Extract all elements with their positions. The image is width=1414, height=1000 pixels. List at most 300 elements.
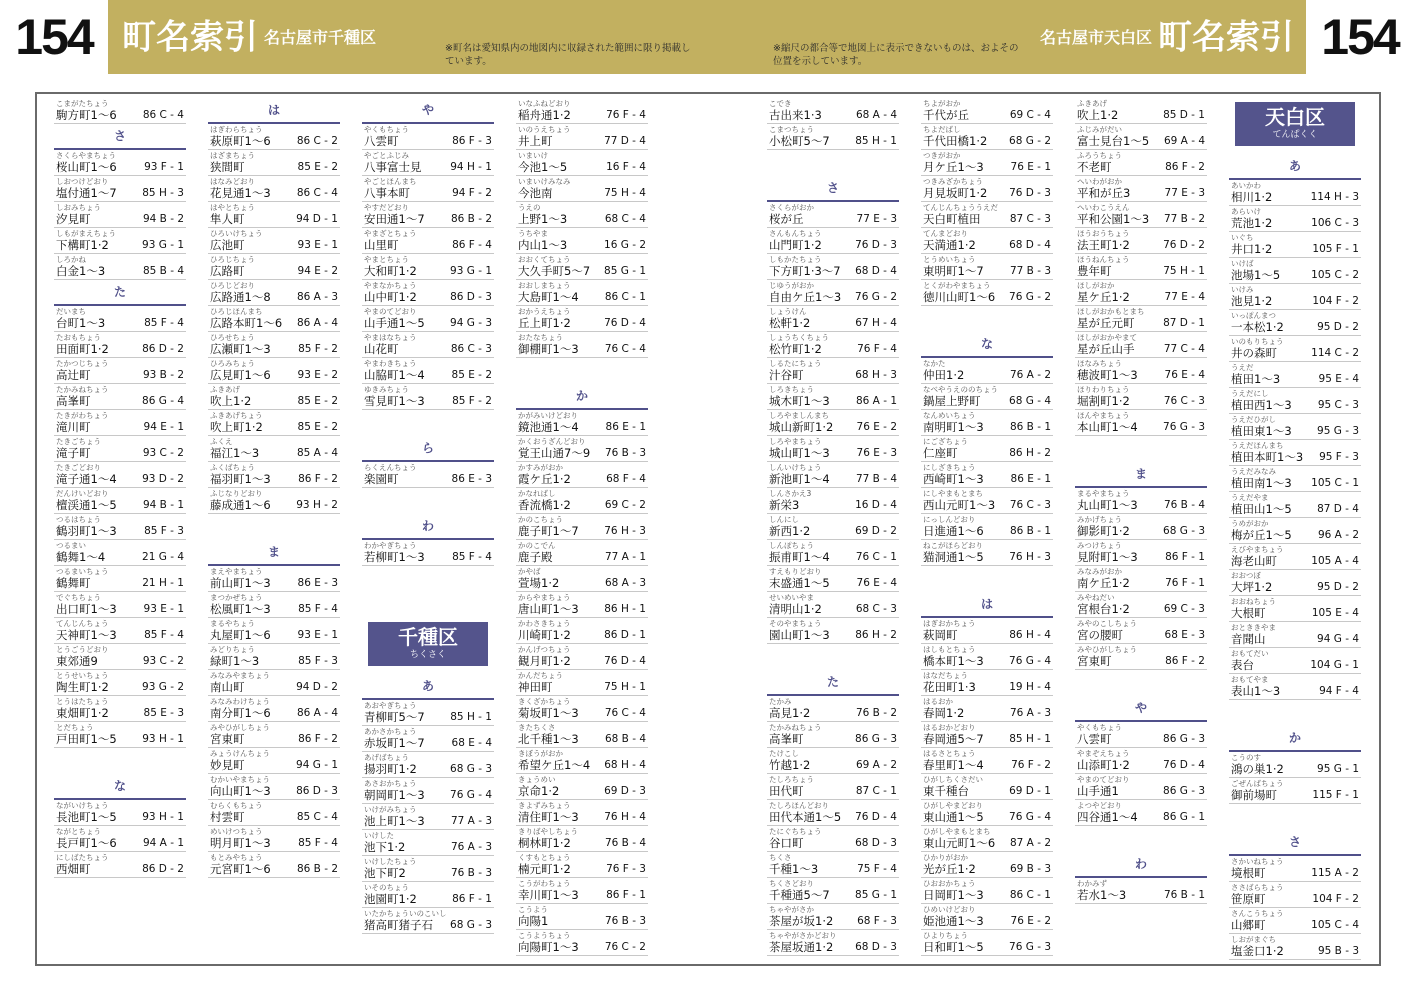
entry-name: 池下1·2: [364, 840, 406, 854]
entry-map-ref: 86 G - 3: [1163, 733, 1205, 745]
entry-map-ref: 86 B - 1: [1009, 421, 1051, 433]
entry-map-ref: 75 H - 1: [604, 681, 646, 693]
entry-reading: みかげちょう: [1077, 515, 1122, 524]
entry-reading: きよずみちょう: [518, 801, 571, 810]
index-entry: [54, 670, 186, 696]
index-entry: [1229, 596, 1361, 622]
spacer: [1075, 670, 1207, 696]
index-entry: [921, 722, 1053, 748]
entry-map-ref: 68 H - 3: [855, 369, 897, 381]
entry-reading: しもかたちょう: [769, 255, 822, 264]
entry-name: 東畑町1·2: [56, 706, 109, 720]
entry-name: 川崎町1·2: [518, 628, 571, 642]
entry-reading: いけば: [1231, 259, 1254, 268]
entry-name: 鶴舞町: [56, 576, 91, 590]
entry-map-ref: 76 E - 2: [856, 421, 897, 433]
index-entry: [1075, 774, 1207, 800]
entry-map-ref: 86 H - 1: [604, 603, 646, 615]
index-entry: [208, 410, 340, 436]
entry-map-ref: 85 F - 2: [452, 395, 492, 407]
entry-name: 本山町1〜4: [1077, 420, 1138, 434]
entry-name: 広路通1〜8: [210, 290, 271, 304]
entry-reading: うえだ: [1231, 363, 1254, 372]
entry-reading: はしもとちょう: [923, 645, 976, 654]
entry-reading: しおつけどおり: [56, 177, 109, 186]
index-entry: [1075, 514, 1207, 540]
entry-map-ref: 85 D - 1: [1163, 109, 1205, 121]
entry-name: 星ケ丘1·2: [1077, 290, 1130, 304]
spacer: [362, 410, 494, 436]
entry-reading: たきがわちょう: [56, 411, 109, 420]
entry-map-ref: 95 D - 2: [1317, 321, 1359, 333]
entry-map-ref: 105 A - 4: [1311, 555, 1359, 567]
entry-name: 広池町: [210, 238, 245, 252]
index-entry: [1229, 570, 1361, 596]
entry-reading: あいかわ: [1231, 181, 1261, 190]
entry-name: 八事富士見: [364, 160, 422, 174]
index-entry: [767, 462, 899, 488]
entry-reading: やすだどおり: [364, 203, 409, 212]
entry-map-ref: 76 E - 4: [1164, 369, 1205, 381]
entry-reading: らくえんちょう: [364, 463, 417, 472]
index-entry: [921, 488, 1053, 514]
entry-map-ref: 86 D - 3: [450, 291, 492, 303]
entry-reading: ゆきみちょう: [364, 385, 409, 394]
entry-reading: たかみねちょう: [769, 723, 822, 732]
entry-map-ref: 76 F - 3: [606, 863, 646, 875]
entry-reading: ちくさ: [769, 853, 792, 862]
entry-reading: とうせいちょう: [56, 671, 109, 680]
index-entry: [208, 306, 340, 332]
entry-reading: いたかちょういのこいし: [364, 909, 447, 918]
entry-map-ref: 105 F - 1: [1312, 243, 1359, 255]
index-entry: [921, 124, 1053, 150]
index-entry: [767, 540, 899, 566]
entry-reading: みょうけんちょう: [210, 749, 270, 758]
index-entry: [767, 436, 899, 462]
section-heading: ま: [208, 540, 340, 566]
entry-reading: かくおうざんどおり: [518, 437, 586, 446]
entry-map-ref: 77 E - 3: [1164, 187, 1205, 199]
index-entry: [921, 774, 1053, 800]
entry-name: 相川1·2: [1231, 190, 1273, 204]
entry-map-ref: 68 E - 3: [1164, 629, 1205, 641]
index-entry: [362, 332, 494, 358]
entry-reading: ひろじどおり: [210, 281, 255, 290]
ward-name: 千種区: [398, 625, 458, 649]
entry-reading: ちよがおか: [923, 99, 961, 108]
left-title-group: [122, 0, 382, 74]
entry-name: 広路本町1〜6: [210, 316, 283, 330]
entry-reading: いけみ: [1231, 285, 1254, 294]
entry-map-ref: 68 D - 3: [855, 941, 897, 953]
index-entry: [1229, 778, 1361, 804]
entry-map-ref: 76 C - 3: [1163, 395, 1205, 407]
entry-reading: たけこし: [769, 749, 799, 758]
entry-reading: こうがわちょう: [518, 879, 571, 888]
entry-name: 千代が丘: [923, 108, 969, 122]
entry-map-ref: 94 D - 1: [296, 213, 338, 225]
entry-map-ref: 95 E - 4: [1318, 373, 1359, 385]
index-entry: [516, 228, 648, 254]
entry-name: 四谷通1〜4: [1077, 810, 1138, 824]
entry-name: 桜が丘: [769, 212, 804, 226]
entry-name: 東郊通9: [56, 654, 98, 668]
spacer: [921, 566, 1053, 592]
entry-name: 高見1·2: [769, 706, 811, 720]
entry-name: 東山元町1〜6: [923, 836, 996, 850]
ward-name: 天白区: [1265, 105, 1325, 129]
entry-name: 福羽町1〜3: [210, 472, 271, 486]
entry-map-ref: 76 G - 3: [1163, 421, 1205, 433]
entry-reading: とうごうどおり: [56, 645, 109, 654]
entry-name: 平和が丘3: [1077, 186, 1131, 200]
index-entry: [362, 778, 494, 804]
entry-name: 茶屋坂通1·2: [769, 940, 834, 954]
index-entry: [362, 280, 494, 306]
index-entry: [921, 618, 1053, 644]
entry-reading: だいまち: [56, 307, 86, 316]
entry-reading: さくらがおか: [769, 203, 814, 212]
entry-map-ref: 86 B - 2: [450, 213, 492, 225]
entry-name: 稲舟通1·2: [518, 108, 571, 122]
entry-map-ref: 87 A - 2: [1009, 837, 1051, 849]
entry-name: 大坪1·2: [1231, 580, 1273, 594]
spacer: [1075, 826, 1207, 852]
index-column-8: [1229, 98, 1361, 960]
entry-reading: おおつぼ: [1231, 571, 1261, 580]
left-subtitle: 名古屋市千種区: [264, 27, 377, 47]
index-entry: [767, 488, 899, 514]
entry-reading: やまのてどおり: [364, 307, 417, 316]
entry-map-ref: 68 D - 3: [855, 837, 897, 849]
entry-reading: ひろみちょう: [210, 359, 255, 368]
entry-reading: みやひがしちょう: [1077, 645, 1137, 654]
index-entry: [516, 618, 648, 644]
index-entry: [767, 774, 899, 800]
entry-map-ref: 93 B - 2: [142, 369, 184, 381]
section-heading: さ: [767, 176, 899, 202]
entry-name: 山中町1·2: [364, 290, 417, 304]
entry-reading: いなふねどおり: [518, 99, 571, 108]
index-entry: [921, 878, 1053, 904]
entry-reading: たしろちょう: [769, 775, 814, 784]
entry-name: 豊年町: [1077, 264, 1112, 278]
entry-name: 日和町1〜5: [923, 940, 984, 954]
entry-map-ref: 86 A - 4: [296, 317, 338, 329]
index-entry: [1075, 124, 1207, 150]
spacer: [1229, 700, 1361, 726]
entry-reading: てんじんちょう: [56, 619, 109, 628]
entry-map-ref: 16 D - 4: [855, 499, 897, 511]
entry-name: 隼人町: [210, 212, 245, 226]
entry-reading: ひがしちくさだい: [923, 775, 983, 784]
index-entry: [516, 462, 648, 488]
entry-name: 植田1〜3: [1231, 372, 1281, 386]
index-entry: [516, 904, 648, 930]
index-entry: [208, 592, 340, 618]
entry-name: 井の森町: [1231, 346, 1277, 360]
entry-name: 高峯町: [56, 394, 91, 408]
entry-reading: にっしんどおり: [923, 515, 976, 524]
entry-name: 表山1〜3: [1231, 684, 1281, 698]
entry-reading: ごぜんばちょう: [1231, 779, 1284, 788]
entry-map-ref: 86 B - 1: [1009, 525, 1051, 537]
index-entry: [1075, 202, 1207, 228]
entry-map-ref: 95 F - 3: [1319, 451, 1359, 463]
entry-name: 仲田1·2: [923, 368, 965, 382]
index-entry: [54, 436, 186, 462]
index-entry: [516, 696, 648, 722]
entry-reading: ふじみがだい: [1077, 125, 1122, 134]
index-entry: [1229, 414, 1361, 440]
spacer: [362, 566, 494, 592]
entry-reading: ふじなりどおり: [210, 489, 263, 498]
entry-name: 城山新町1·2: [769, 420, 834, 434]
note-right: ※縮尺の都合等で地図上に表示できないものは、およその位置を示しています。: [773, 43, 1019, 67]
index-entry: [1075, 722, 1207, 748]
entry-map-ref: 94 G - 3: [450, 317, 492, 329]
entry-name: 駒方町1〜6: [56, 108, 117, 122]
entry-name: 天満通1·2: [923, 238, 976, 252]
entry-reading: かわさきちょう: [518, 619, 571, 628]
index-entry: [1229, 492, 1361, 518]
section-heading: わ: [1075, 852, 1207, 878]
entry-map-ref: 69 A - 2: [855, 759, 897, 771]
section-heading: か: [1229, 726, 1361, 752]
entry-reading: ながいけちょう: [56, 801, 109, 810]
section-heading: わ: [362, 514, 494, 540]
index-entry: [208, 176, 340, 202]
entry-map-ref: 16 G - 2: [604, 239, 646, 251]
entry-map-ref: 93 C - 2: [142, 447, 184, 459]
entry-reading: きたちくさ: [518, 723, 556, 732]
entry-name: 御棚町1〜3: [518, 342, 579, 356]
entry-reading: へいわこうえん: [1077, 203, 1130, 212]
entry-reading: しんいけちょう: [769, 463, 822, 472]
entry-name: 末盛通1〜5: [769, 576, 830, 590]
entry-map-ref: 21 G - 4: [142, 551, 184, 563]
entry-name: 城木町1〜3: [769, 394, 830, 408]
entry-map-ref: 76 B - 2: [855, 707, 897, 719]
entry-name: 吹上1·2: [210, 394, 252, 408]
entry-name: 竹越1·2: [769, 758, 811, 772]
index-entry: [767, 306, 899, 332]
section-heading: や: [362, 98, 494, 124]
entry-reading: しょうちくちょう: [769, 333, 829, 342]
index-column-4: [516, 98, 648, 956]
index-entry: [767, 852, 899, 878]
index-entry: [362, 202, 494, 228]
entry-reading: いけした: [364, 831, 394, 840]
index-entry: [54, 540, 186, 566]
index-entry: [1075, 384, 1207, 410]
section-heading: や: [1075, 696, 1207, 722]
entry-name: 大島町1〜4: [518, 290, 579, 304]
entry-map-ref: 106 C - 3: [1311, 217, 1359, 229]
index-entry: [921, 800, 1053, 826]
entry-name: 元宮町1〜6: [210, 862, 271, 876]
entry-map-ref: 85 F - 2: [298, 343, 338, 355]
entry-map-ref: 95 D - 2: [1317, 581, 1359, 593]
index-entry: [921, 696, 1053, 722]
entry-name: 宮の腰町: [1077, 628, 1123, 642]
entry-name: 汁谷町: [769, 368, 804, 382]
entry-map-ref: 85 H - 1: [855, 135, 897, 147]
index-entry: [767, 202, 899, 228]
entry-map-ref: 96 A - 2: [1317, 529, 1359, 541]
entry-reading: しろやまちょう: [769, 437, 822, 446]
index-entry: [516, 488, 648, 514]
entry-map-ref: 93 C - 2: [142, 655, 184, 667]
entry-reading: おもてだい: [1231, 649, 1269, 658]
entry-reading: はるさとちょう: [923, 749, 976, 758]
entry-map-ref: 85 F - 3: [298, 655, 338, 667]
entry-map-ref: 21 H - 1: [142, 577, 184, 589]
entry-map-ref: 77 B - 3: [1009, 265, 1051, 277]
entry-map-ref: 86 C - 4: [296, 187, 338, 199]
index-entry: [516, 540, 648, 566]
entry-name: 萩岡町: [923, 628, 958, 642]
index-entry: [54, 332, 186, 358]
entry-map-ref: 85 F - 4: [298, 603, 338, 615]
entry-name: 植田本町1〜3: [1231, 450, 1304, 464]
entry-map-ref: 85 H - 1: [450, 711, 492, 723]
entry-name: 平和公園1〜3: [1077, 212, 1150, 226]
index-entry: [208, 202, 340, 228]
entry-reading: たきごちょう: [56, 437, 101, 446]
entry-name: 丸屋町1〜6: [210, 628, 271, 642]
index-entry: [767, 280, 899, 306]
index-entry: [1075, 176, 1207, 202]
entry-map-ref: 94 B - 2: [142, 213, 184, 225]
entry-map-ref: 93 F - 1: [144, 161, 184, 173]
entry-map-ref: 85 H - 3: [142, 187, 184, 199]
entry-map-ref: 86 F - 3: [452, 135, 492, 147]
entry-reading: ながとちょう: [56, 827, 101, 836]
entry-reading: えびやまちょう: [1231, 545, 1284, 554]
entry-reading: ほうねんちょう: [1077, 255, 1130, 264]
entry-reading: みやひがしちょう: [210, 723, 270, 732]
index-entry: [54, 826, 186, 852]
entry-reading: しるたにちょう: [769, 359, 822, 368]
entry-map-ref: 76 E - 4: [856, 577, 897, 589]
index-entry: [208, 774, 340, 800]
entry-reading: わかやぎちょう: [364, 541, 417, 550]
entry-name: 西畑町: [56, 862, 91, 876]
entry-map-ref: 86 C - 1: [1009, 889, 1051, 901]
index-entry: [362, 254, 494, 280]
entry-reading: うえだひがし: [1231, 415, 1276, 424]
ward-reading: てんぱくく: [1272, 130, 1318, 140]
left-title: 町名索引: [122, 17, 258, 58]
entry-reading: きぼうがおか: [518, 749, 563, 758]
index-entry: [921, 254, 1053, 280]
entry-name: 菊坂町1〜3: [518, 706, 579, 720]
entry-name: 丘上町1·2: [518, 316, 571, 330]
entry-reading: わかみず: [1077, 879, 1107, 888]
index-entry: [921, 748, 1053, 774]
entry-map-ref: 68 A - 4: [855, 109, 897, 121]
entry-name: 植田南1〜3: [1231, 476, 1292, 490]
entry-map-ref: 76 G - 4: [450, 789, 492, 801]
entry-reading: ほうおうちょう: [1077, 229, 1130, 238]
entry-name: 茶屋が坂1·2: [769, 914, 834, 928]
entry-map-ref: 87 D - 4: [1317, 503, 1359, 515]
entry-name: 千種通5〜7: [769, 888, 830, 902]
index-entry: [208, 748, 340, 774]
entry-map-ref: 68 C - 3: [855, 603, 897, 615]
entry-map-ref: 77 B - 4: [855, 473, 897, 485]
spacer: [54, 748, 186, 774]
entry-reading: ひろじほんまち: [210, 307, 263, 316]
entry-name: 村雲町: [210, 810, 245, 824]
index-entry: [362, 124, 494, 150]
entry-name: 山里町: [364, 238, 399, 252]
entry-reading: はぎおかちょう: [923, 619, 976, 628]
entry-reading: いのもりちょう: [1231, 337, 1284, 346]
entry-map-ref: 85 F - 4: [452, 551, 492, 563]
entry-map-ref: 76 D - 3: [1009, 187, 1051, 199]
entry-name: 南明町1〜3: [923, 420, 984, 434]
spacer: [362, 488, 494, 514]
entry-map-ref: 95 G - 1: [1317, 763, 1359, 775]
entry-map-ref: 77 D - 4: [604, 135, 646, 147]
entry-map-ref: 76 B - 3: [604, 447, 646, 459]
index-entry: [54, 644, 186, 670]
entry-reading: はなだちょう: [923, 671, 968, 680]
entry-map-ref: 93 E - 1: [297, 239, 338, 251]
entry-name: 東千種台: [923, 784, 969, 798]
index-entry: [1229, 934, 1361, 960]
entry-name: 星が丘元町: [1077, 316, 1135, 330]
index-entry: [54, 98, 186, 124]
entry-reading: みつけちょう: [1077, 541, 1122, 550]
entry-map-ref: 85 E - 3: [143, 707, 184, 719]
entry-name: 日進通1〜6: [923, 524, 984, 538]
entry-name: 八雲町: [364, 134, 399, 148]
entry-map-ref: 94 F - 2: [452, 187, 492, 199]
index-entry: [921, 98, 1053, 124]
entry-name: 桜山町1〜6: [56, 160, 117, 174]
index-entry: [208, 332, 340, 358]
index-entry: [54, 384, 186, 410]
entry-name: 楽園町: [364, 472, 399, 486]
entry-name: 向陽町1〜3: [518, 940, 579, 954]
index-entry: [362, 540, 494, 566]
entry-reading: ちよだばし: [923, 125, 961, 134]
entry-reading: こまがたちょう: [56, 99, 109, 108]
entry-name: 境根町: [1231, 866, 1266, 880]
entry-name: 城山町1〜3: [769, 446, 830, 460]
entry-reading: うえだにし: [1231, 389, 1269, 398]
entry-name: 緑町1〜3: [210, 654, 260, 668]
entry-name: 千種1〜3: [769, 862, 819, 876]
entry-name: 表台: [1231, 658, 1254, 672]
entry-reading: みやねだい: [1077, 593, 1115, 602]
entry-reading: つるまい: [56, 541, 86, 550]
entry-map-ref: 76 G - 2: [855, 291, 897, 303]
entry-map-ref: 76 B - 4: [604, 837, 646, 849]
entry-reading: ほなみちょう: [1077, 359, 1122, 368]
entry-reading: おおくてちょう: [518, 255, 571, 264]
entry-name: 松軒1·2: [769, 316, 811, 330]
entry-map-ref: 76 F - 1: [1165, 577, 1205, 589]
entry-name: 星が丘山手: [1077, 342, 1135, 356]
entry-map-ref: 104 F - 2: [1312, 295, 1359, 307]
entry-name: 覚王山通7〜9: [518, 446, 591, 460]
section-heading: ま: [1075, 462, 1207, 488]
